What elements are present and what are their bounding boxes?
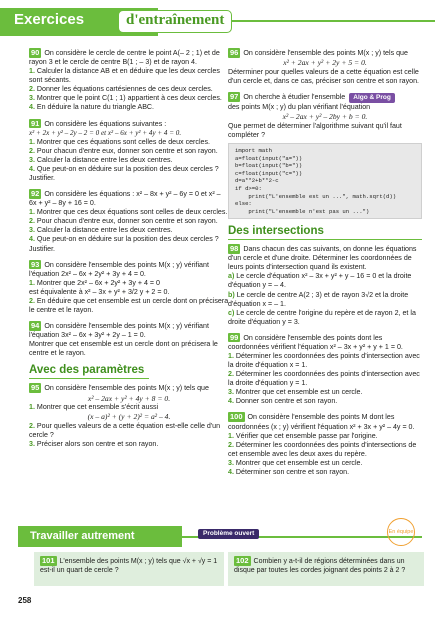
exercise-90: 90 On considère le cercle de centre le point A(– 2 ; 1) et de rayon 3 et le cercle de centre B(1 ; – 3) et de rayon 4. 1. Calculer la distance AB et en déduire que les deux cercles sont sécants. 2. Donner les équations cartésiennes de ces deux cercles. 3. Montrer que le point C(1 ; 1) appartient à ces deux cercles. 4. En déduire la nature du triangle ABC.	[29, 48, 222, 112]
probleme-ouvert-badge: Problème ouvert	[198, 529, 259, 539]
header-title-exercices: Exercices	[14, 11, 85, 28]
question: Vérifier que cet ensemble passe par l'origine.	[235, 431, 378, 440]
exercise-number: 102	[236, 556, 249, 565]
question: Montrer que ces équations sont celles de deux cercles.	[36, 137, 211, 146]
exercise-intro: On considère les équations suivantes :	[44, 119, 167, 128]
question: Montrer que cet ensemble est un cercle dont on précisera le centre et le rayon.	[29, 340, 218, 358]
question: En déduire que cet ensemble est un cercle dont on précisera le centre et le rayon.	[29, 296, 229, 315]
equation: (x – a)² + (y + 2)² = a² – 4.	[87, 412, 171, 422]
exercise-number: 99	[230, 332, 239, 342]
exercise-number: 94	[31, 321, 40, 331]
exercise-intro: On considère l'ensemble des points M(x ; y) vérifiant l'équation 2x² – 6x + 2y² + 3y + 4 = 0.	[29, 260, 209, 278]
question: Le cercle de centre l'origine du repère et de rayon 2, et la droite d'équation y = 3.	[228, 308, 416, 326]
question: Que permet de déterminer l'algorithme suivant qu'il faut compléter ?	[228, 122, 402, 140]
question: Calculer la distance entre les deux centres.	[36, 226, 173, 235]
exercise-number: 92	[31, 189, 40, 199]
equation: x² – 2ax + y² – 2by + b = 0.	[282, 112, 368, 122]
question: Déterminer les coordonnées des points d'intersections de cet ensemble avec les deux axes du repère.	[228, 440, 417, 458]
question: Pour chacun d'entre eux, donner son centre et son rayon.	[36, 146, 218, 155]
equation: x² – 2ax + y² + 4y + 8 = 0.	[87, 393, 171, 403]
question: Déterminer son centre et son rayon.	[235, 467, 350, 476]
question: Montrer que le point C(1 ; 1) appartient à ces deux cercles.	[36, 94, 222, 103]
equation: x² + 2ax + y² + 2y + 5 = 0.	[283, 58, 367, 68]
exercise-intro: On considère le cercle de centre le point A(– 2 ; 1) et de rayon 3 et le cercle de centre B(1 ; – 3) et de rayon 4.	[29, 49, 220, 67]
algo-prog-badge: Algo & Prog	[349, 93, 395, 103]
question: Montrer que 2x² – 6x + 2y² + 3y + 4 = 0	[36, 278, 160, 287]
equivalence-text: est équivalente à x² – 3x + y² + 3/2 y + 2 = 0.	[29, 287, 170, 296]
exercise-92: 92 On considère les équations : x² – 8x + y² – 6y = 0 et x² – 6x + y² – 8y + 16 = 0. 1. Montrer que ces deux équations sont celles de deux cercles. 2. Pour chacun d'entre eux, donner son centre et son rayon. 3. Calculer la distance entre les deux centres. 4. Que peut-on en déduire sur la position des deux cercles ? Justifier.	[29, 189, 228, 253]
exercise-98: 98 Dans chacun des cas suivants, on donne les équations d'un cercle et d'une droite. Déterminer les coordonnées de leurs points d'intersection quand ils existent. a) Le cercle d'équation x² – 3x + y² + y – 16 = 0 et la droite d'équation y = – 4. b) Le cercle de centre A(2 ; 3) et de rayon 3√2 et la droite d'équation x = – 1. c) Le cercle de centre l'origine du repère et de rayon 2, et la droite d'équation y = 3.	[228, 244, 417, 326]
exercise-intro: On considère l'ensemble des points M(x ; y) vérifiant l'équation 3x² – 6x + 3y² + 2y – 1 = 0.	[29, 322, 209, 340]
python-code-block: import math a=float(input("a=")) b=float(input("b=")) c=float(input("c=")) d=a**2+b**2-c if d>=0: print("L'ensemble est un ...", math.sqrt(d)) else: print("L'ensemble n'est pas un ...")	[228, 143, 422, 219]
question: Donner les équations cartésiennes de ces deux cercles.	[36, 85, 213, 94]
exercise-text: Combien y a-t-il de régions déterminées dans un disque par toutes les cordes joignant des points 2 à 2 ?	[234, 558, 406, 574]
question: Que peut-on en déduire sur la position des deux cercles ? Justifier.	[29, 235, 219, 253]
exercise-intro-2: des points M(x ; y) du plan vérifiant l'équation	[228, 103, 371, 112]
question: Calculer la distance entre les deux centres.	[36, 155, 173, 164]
exercise-intro: On considère l'ensemble des points M(x ; y) tels que	[44, 384, 209, 393]
exercise-100: 100 On considère l'ensemble des points M dont les coordonnées (x ; y) vérifient l'équation x² + 3x + y² – 4y = 0. 1. Vérifier que cet ensemble passe par l'origine. 2. Déterminer les coordonnées des points d'intersections de cet ensemble avec les deux axes du repère. 3. Montrer que cet ensemble est un cercle. 4. Déterminer son centre et son rayon.	[228, 412, 417, 476]
exercise-text: L'ensemble des points M(x ; y) tels que √x + √y = 1 est-il un quart de cercle ?	[40, 558, 218, 574]
question: Le cercle de centre A(2 ; 3) et de rayon 3√2 et la droite d'équation x = – 1.	[228, 290, 409, 308]
travailler-autrement-section	[0, 518, 435, 588]
exercise-text: Déterminer pour quelles valeurs de a cette équation est celle d'un cercle et, dans ce cas, préciser son centre et son rayon.	[228, 67, 420, 85]
question: Montrer que ces deux équations sont celles de deux cercles.	[36, 208, 228, 217]
exercise-intro: On considère l'ensemble des points M(x ; y) tels que	[243, 49, 408, 57]
exercise-97	[228, 92, 422, 219]
exercise-number: 96	[230, 48, 239, 57]
exercise-intro: On considère l'ensemble des points dont les coordonnées vérifient l'équation x² – 3x + y² + y + 1 = 0.	[228, 333, 403, 351]
question: Déterminer les coordonnées des points d'intersection avec la droite d'équation y = 1.	[228, 370, 420, 388]
exercise-intro: Dans chacun des cas suivants, on donne les équations d'un cercle et d'une droite. Déterminer les coordonnées de leurs points d'intersection quand ils existent.	[228, 245, 417, 272]
section-title-travailler-autrement: Travailler autrement	[18, 526, 182, 547]
exercise-number: 93	[31, 259, 40, 269]
exercise-intro: On considère les équations : x² – 8x + y² – 6y = 0 et x² – 6x + y² – 8y + 16 = 0.	[29, 190, 221, 208]
page-number: 258	[18, 596, 32, 605]
right-column	[228, 48, 422, 483]
question: Donner son centre et son rayon.	[235, 397, 338, 406]
question: Montrer que cet ensemble est un cercle.	[235, 458, 363, 467]
exercise-91: 91 On considère les équations suivantes : x² + 2x + y² – 2y – 2 = 0 et x² – 6x + y² + 4y + 4 = 0. 1. Montrer que ces équations sont celles de deux cercles. 2. Pour chacun d'entre eux, donner son centre et son rayon. 3. Calculer la distance entre les deux centres. 4. Que peut-on en déduire sur la position des deux cercles ? Justifier.	[29, 118, 219, 183]
exercise-94	[29, 321, 229, 358]
exercise-99: 99 On considère l'ensemble des points dont les coordonnées vérifient l'équation x² – 3x + y² + y + 1 = 0. 1. Déterminer les coordonnées des points d'intersection avec la droite d'équation x = 1. 2. Déterminer les coordonnées des points d'intersection avec la droite d'équation y = 1. 3. Montrer que cet ensemble est un cercle. 4. Donner son centre et son rayon.	[228, 332, 420, 406]
section-title-parametres: Avec des paramètres	[29, 364, 149, 379]
left-column	[29, 48, 229, 455]
exercise-number: 95	[31, 383, 40, 393]
question: Montrer que cet ensemble s'écrit aussi	[36, 403, 159, 412]
question: Préciser alors son centre et son rayon.	[36, 440, 159, 449]
exercise-number: 101	[42, 556, 55, 565]
section-title-intersections: Des intersections	[228, 225, 422, 240]
exercise-93: 93 On considère l'ensemble des points M(x ; y) vérifiant l'équation 2x² – 6x + 2y² + 3y + 4 = 0. 1. Montrer que 2x² – 6x + 2y² + 3y + 4 = 0 est équivalente à x² – 3x + y² + 3/2 y + 2 = 0. 2. En déduire que cet ensemble est un cercle dont on précisera le centre et le rayon.	[29, 259, 229, 315]
page-header	[0, 0, 435, 42]
header-title-entrainement: d'entraînement	[118, 10, 232, 33]
question: Calculer la distance AB et en déduire que les deux cercles sont sécants.	[29, 67, 220, 85]
exercise-96	[228, 48, 422, 86]
exercise-number: 100	[230, 412, 243, 422]
exercise-number: 98	[230, 244, 239, 254]
exercise-number: 91	[31, 118, 40, 128]
exercise-95: 95 On considère l'ensemble des points M(x ; y) tels que x² – 2ax + y² + 4y + 8 = 0. 1. Montrer que cet ensemble s'écrit aussi (x – a)² + (y + 2)² = a² – 4. 2. Pour quelles valeurs de a cette équation est-elle celle d'un cercle ? 3. Préciser alors son centre et son rayon.	[29, 383, 229, 449]
question: Le cercle d'équation x² – 3x + y² + y – 16 = 0 et la droite d'équation y = – 4.	[228, 272, 412, 290]
exercise-number: 90	[31, 48, 40, 57]
question: Pour quelles valeurs de a cette équation est-elle celle d'un cercle ?	[29, 422, 221, 440]
question: En déduire la nature du triangle ABC.	[36, 103, 155, 112]
equation: x² + 2x + y² – 2y – 2 = 0 et x² – 6x + y² + 4y + 4 = 0.	[29, 128, 182, 137]
exercise-number: 97	[230, 91, 239, 101]
exercise-intro: On cherche à étudier l'ensemble	[243, 92, 346, 101]
exercise-intro: On considère l'ensemble des points M dont les coordonnées (x ; y) vérifient l'équation x² + 3x + y² – 4y = 0.	[228, 413, 415, 431]
exercise-101	[34, 552, 224, 586]
question: Montrer que cet ensemble est un cercle.	[235, 388, 363, 397]
exercise-102	[228, 552, 424, 586]
question: Pour chacun d'entre eux, donner son centre et son rayon.	[36, 217, 218, 226]
team-icon: En équipe	[387, 518, 415, 546]
question: Que peut-on en déduire sur la position des deux cercles ? Justifier.	[29, 164, 219, 183]
question: Déterminer les coordonnées des points d'intersection avec la droite d'équation x = 1.	[228, 352, 420, 370]
